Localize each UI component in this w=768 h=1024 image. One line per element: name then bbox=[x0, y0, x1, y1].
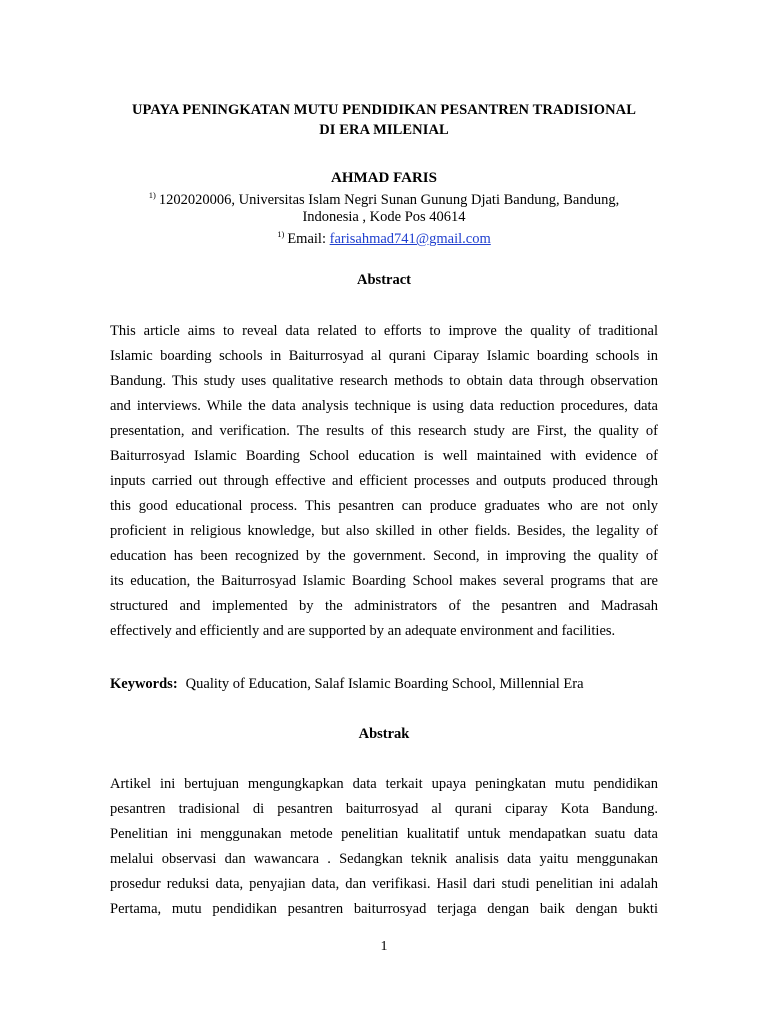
abstract-id-line: melalui observasi dan wawancara . Sedangkan teknik analisis data yaitu menggunakan bbox=[110, 851, 658, 867]
abstract-id-line: Penelitian ini menggunakan metode penelitian kualitatif untuk mendapatkan suatu data bbox=[110, 826, 658, 842]
abstract-en-line: this good educational process. This pesantren can produce graduates who are not only bbox=[110, 498, 658, 514]
paper-title-line-1: UPAYA PENINGKATAN MUTU PENDIDIKAN PESANTREN TRADISIONAL bbox=[131, 102, 637, 118]
abstrak-heading: Abstrak bbox=[358, 726, 410, 742]
page-number: 1 bbox=[380, 939, 388, 954]
author-email-line bbox=[110, 226, 658, 248]
affiliation-text-1: 1202020006, Universitas Islam Negri Sunan Gunung Djati Bandung, Bandung, bbox=[158, 192, 620, 208]
email-marker: 1) bbox=[277, 229, 285, 239]
email-label: Email: bbox=[287, 231, 330, 247]
abstract-en-line: Bandung. This study uses qualitative research methods to obtain data through observation bbox=[110, 373, 658, 389]
abstract-en-line: Baiturrosyad Islamic Boarding School education is well maintained with evidence of bbox=[110, 448, 658, 464]
abstract-en-line: effectively and efficiently and are supported by an adequate environment and facilities. bbox=[110, 623, 616, 639]
paper-title bbox=[110, 100, 658, 140]
keywords-label: Keywords: bbox=[110, 676, 178, 692]
abstract-heading: Abstract bbox=[357, 272, 411, 288]
abstract-id-line: Artikel ini bertujuan mengungkapkan data terkait upaya peningkatan mutu pendidikan bbox=[110, 776, 658, 792]
author-name: AHMAD FARIS bbox=[331, 170, 437, 186]
email-link[interactable]: farisahmad741@gmail.com bbox=[329, 231, 491, 247]
affiliation-marker: 1) bbox=[148, 190, 156, 200]
abstract-id-line: pesantren tradisional di pesantren baiturrosyad al qurani ciparay Kota Bandung. bbox=[110, 801, 658, 817]
abstract-id-line: Pertama, mutu pendidikan pesantren baiturrosyad terjaga dengan baik dengan bukti bbox=[110, 901, 658, 917]
abstract-en-line: inputs carried out through effective and efficient processes and outputs produced through bbox=[110, 473, 658, 489]
keywords-text: Quality of Education, Salaf Islamic Boarding School, Millennial Era bbox=[185, 676, 584, 692]
abstract-en-line: proficient in religious knowledge, but also skilled in other fields. Besides, the legality of bbox=[110, 523, 658, 539]
abstract-en-line: and interviews. While the data analysis technique is using data reduction procedures, data bbox=[110, 398, 658, 414]
abstract-en-line: This article aims to reveal data related to efforts to improve the quality of traditional bbox=[110, 323, 658, 339]
abstract-en-line: Islamic boarding schools in Baiturrosyad al qurani Ciparay Islamic boarding schools in bbox=[110, 348, 658, 364]
keywords-line bbox=[110, 674, 658, 694]
author-affiliation bbox=[110, 187, 658, 248]
abstract-en-line: education has been recognized by the government. Second, in improving the quality of bbox=[110, 548, 658, 564]
abstract-en-line: its education, the Baiturrosyad Islamic Boarding School makes several programs that are bbox=[110, 573, 658, 589]
affiliation-line-1 bbox=[110, 187, 658, 209]
paper-title-line-2: DI ERA MILENIAL bbox=[319, 122, 449, 138]
abstract-id-body bbox=[110, 772, 658, 922]
affiliation-line-2: Indonesia , Kode Pos 40614 bbox=[302, 209, 466, 225]
abstract-id-line: prosedur reduksi data, penyajian data, dan verifikasi. Hasil dari studi penelitian ini adalah bbox=[110, 876, 658, 892]
abstract-en-line: structured and implemented by the administrators of the pesantren and Madrasah bbox=[110, 598, 658, 614]
abstract-en-body bbox=[110, 319, 658, 644]
abstract-en-line: presentation, and verification. The results of this research study are First, the quality of bbox=[110, 423, 658, 439]
